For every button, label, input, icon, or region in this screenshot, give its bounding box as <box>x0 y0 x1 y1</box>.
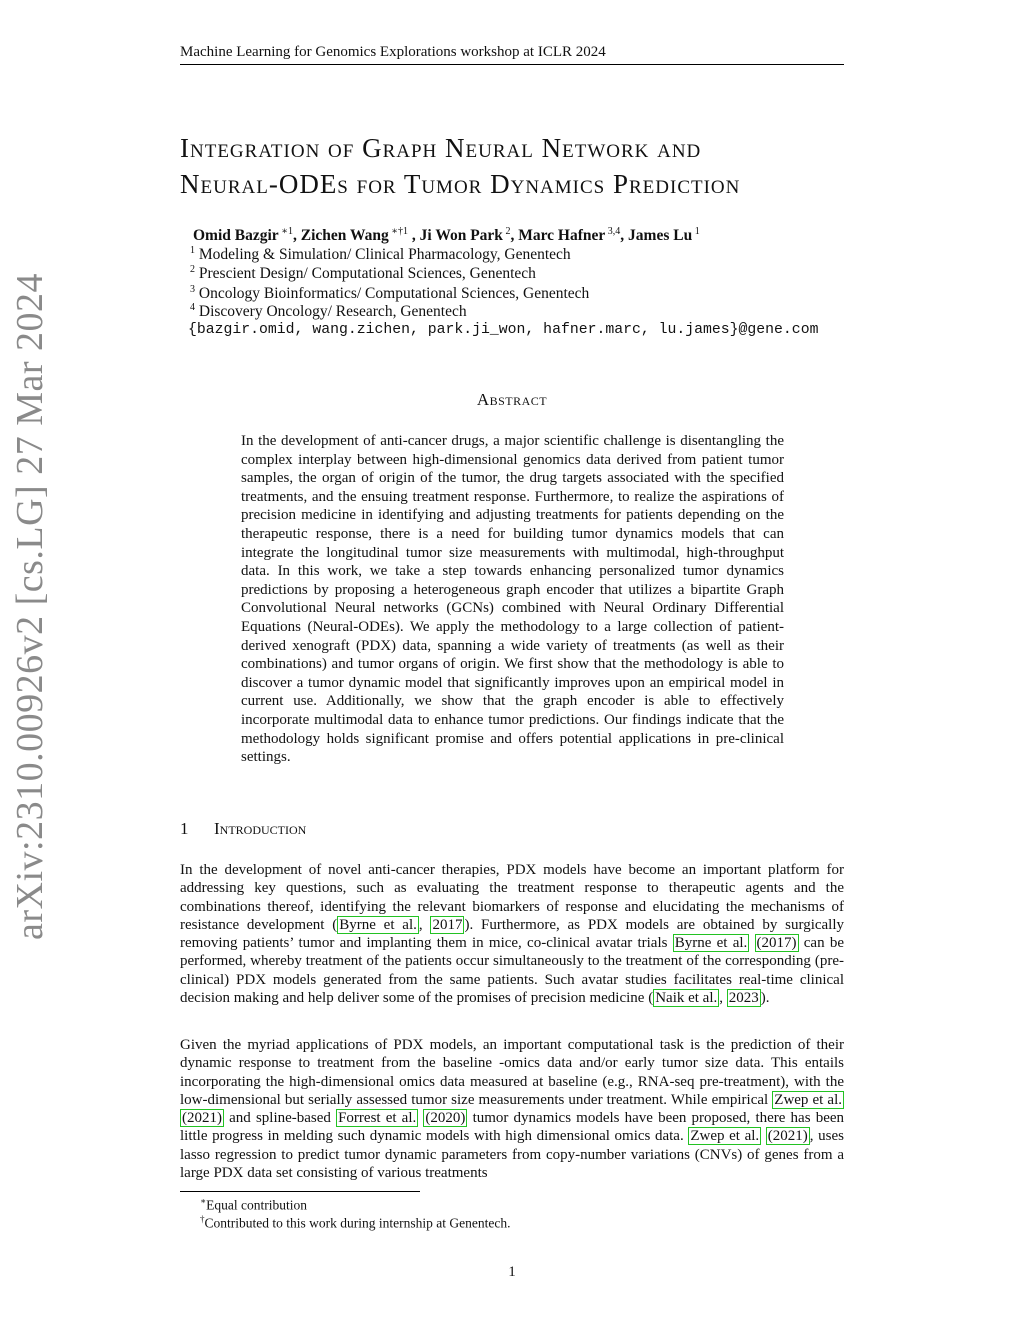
affiliation-number: 2 <box>190 264 195 275</box>
citation-link[interactable]: (2021) <box>182 1110 222 1127</box>
citation-link[interactable]: (2020) <box>425 1110 466 1127</box>
citation-link[interactable]: 2017 <box>432 916 463 933</box>
author-mark: 2 <box>502 226 511 237</box>
affiliation <box>190 264 890 283</box>
affiliation-number: 1 <box>190 245 195 256</box>
footnote-mark: ∗ <box>200 1196 207 1206</box>
citation-link[interactable]: 2023 <box>728 990 759 1007</box>
footnote-rule <box>180 1191 420 1192</box>
author-mark: 1 <box>692 226 700 237</box>
section-heading <box>180 819 306 839</box>
running-header: Machine Learning for Genomics Explorations workshop at ICLR 2024 <box>180 44 606 60</box>
author-sep: , <box>408 227 420 245</box>
author-name: Ji Won Park <box>419 227 503 245</box>
citation-link[interactable]: Naik et al. <box>655 990 718 1007</box>
author-mark: 3,4 <box>605 226 621 237</box>
title-line-1: Integration of Graph Neural Network and <box>180 133 702 163</box>
footnote <box>200 1196 307 1214</box>
footnote-mark: † <box>200 1214 205 1224</box>
affiliation <box>190 245 890 264</box>
author-mark: ∗1 <box>278 226 293 237</box>
affiliation <box>190 302 890 321</box>
citation-link[interactable]: (2017) <box>756 935 797 952</box>
intro-paragraph-2: Given the myriad applications of PDX models, an important computational task is the prediction of their dynamic response to treatment from the baseline -omics data and/or early tumor size data. This entails incorporating the high-dimensional omics data measured at baseline (e.g., RNA-seq pre-treatment), with the low-dimensional but serially assessed tumor size measurements under treatment. While empirical Zwep et al. (2021) and spline-based Forrest et al. (2020) tumor dynamics models have been proposed, there has been little progress in melding such dynamic models with high dimensional omics data. Zwep et al. (2021) , uses lasso regression to predict tumor dynamic parameters from copy-number variations (CNVs) of genes from a large PDX data set consisting of various treatments <box>180 1037 845 1182</box>
section-number: 1 <box>180 819 189 838</box>
footnote <box>200 1214 510 1232</box>
author-mark: ∗†1 <box>388 226 409 237</box>
affiliation-text: Discovery Oncology/ Research, Genentech <box>198 303 467 321</box>
abstract-text: In the development of anti-cancer drugs, a major scientific challenge is disentangling the complex interplay between high-dimensional genomics data derived from patient tumor samples, the organ of origin of the tumor, the drug targets associated with the specified treatments, and the ensuing treatment response. Furthermore, to realize the aspirations of precision medicine in identifying and adjusting treatments for patients depending on the therapeutic response, there is a need for building tumor dynamics models that can integrate the longitudinal tumor size measurements with multimodal, high-throughput data. In this work, we take a step towards enhancing personalized tumor dynamics predictions by proposing a heterogeneous graph encoder that utilizes a bipartite Graph Convolutional Neural networks (GCNs) combined with Neural Ordinary Differential Equations (Neural-ODEs). We apply the methodology to a large collection of patient-derived xenograft (PDX) data, spanning a wide variety of treatments (as well as their combinations) and tumor organs of origin. We first show that the methodology is able to discover a tumor dynamic model that significantly improves upon an empirical model in current use. Additionally, we show that the graph encoder is able to effectively incorporate multimodal data to enhance tumor predictions. Our findings indicate that the methodology holds significant promise and offers potential applications in pre-clinical settings. <box>241 433 784 766</box>
affiliation-text: Oncology Bioinformatics/ Computational Sciences, Genentech <box>198 285 590 303</box>
author-name: James Lu <box>628 227 693 245</box>
title-line-2: Neural-ODEs for Tumor Dynamics Prediction <box>180 169 741 199</box>
abstract-heading: Abstract <box>476 390 548 409</box>
author-name: Marc Hafner <box>518 227 606 245</box>
page-number: 1 <box>508 1264 516 1280</box>
author-name: Omid Bazgir <box>193 227 279 245</box>
paper-title <box>180 130 850 202</box>
author-list <box>193 226 893 245</box>
affiliation-number: 4 <box>190 302 195 313</box>
author-sep: , <box>292 227 301 245</box>
citation-link[interactable]: Forrest et al. <box>338 1110 417 1127</box>
author-sep: , <box>510 227 519 245</box>
affiliation-text: Modeling & Simulation/ Clinical Pharmacology, Genentech <box>198 246 571 264</box>
author-emails: {bazgir.omid, wang.zichen, park.ji_won, hafner.marc, lu.james}@gene.com <box>188 322 819 338</box>
section-title: Introduction <box>214 819 307 838</box>
citation-link[interactable]: (2021) <box>767 1128 808 1145</box>
intro-paragraph-1: In the development of novel anti-cancer therapies, PDX models have become an important platform for addressing key questions, such as evaluating the treatment response to therapeutic agents and the combinations thereof, identifying the relevant biomarkers of response and elucidating the mechanisms of resistance development ( Byrne et al. , 2017 ). Furthermore, as PDX models are obtained by surgically removing patients’ tumor and implanting them in mice, co-clinical avatar trials Byrne et al. (2017) can be performed, whereby treatment of the patients occur simultaneously to the treatment of the corresponding (pre-clinical) PDX models generated from the same patients. Such avatar studies facilitates real-time clinical decision making and help deliver some of the promises of precision medicine ( Naik et al. , 2023 ). <box>180 862 845 1007</box>
affiliation-text: Prescient Design/ Computational Sciences, Genentech <box>198 265 536 283</box>
citation-link[interactable]: Byrne et al. <box>674 935 748 952</box>
arxiv-stamp: arXiv:2310.00926v2 [cs.LG] 27 Mar 2024 <box>9 272 51 940</box>
affiliation <box>190 284 890 303</box>
citation-link[interactable]: Byrne et al. <box>339 916 417 933</box>
footnote-text: Equal contribution <box>206 1197 307 1213</box>
footnote-text: Contributed to this work during internship at Genentech. <box>204 1215 511 1231</box>
affiliation-number: 3 <box>190 284 195 295</box>
citation-link[interactable]: Zwep et al. <box>774 1091 842 1108</box>
citation-link[interactable]: Zwep et al. <box>690 1128 760 1145</box>
author-name: Zichen Wang <box>300 227 389 245</box>
author-sep: , <box>620 227 629 245</box>
header-rule <box>180 64 844 65</box>
